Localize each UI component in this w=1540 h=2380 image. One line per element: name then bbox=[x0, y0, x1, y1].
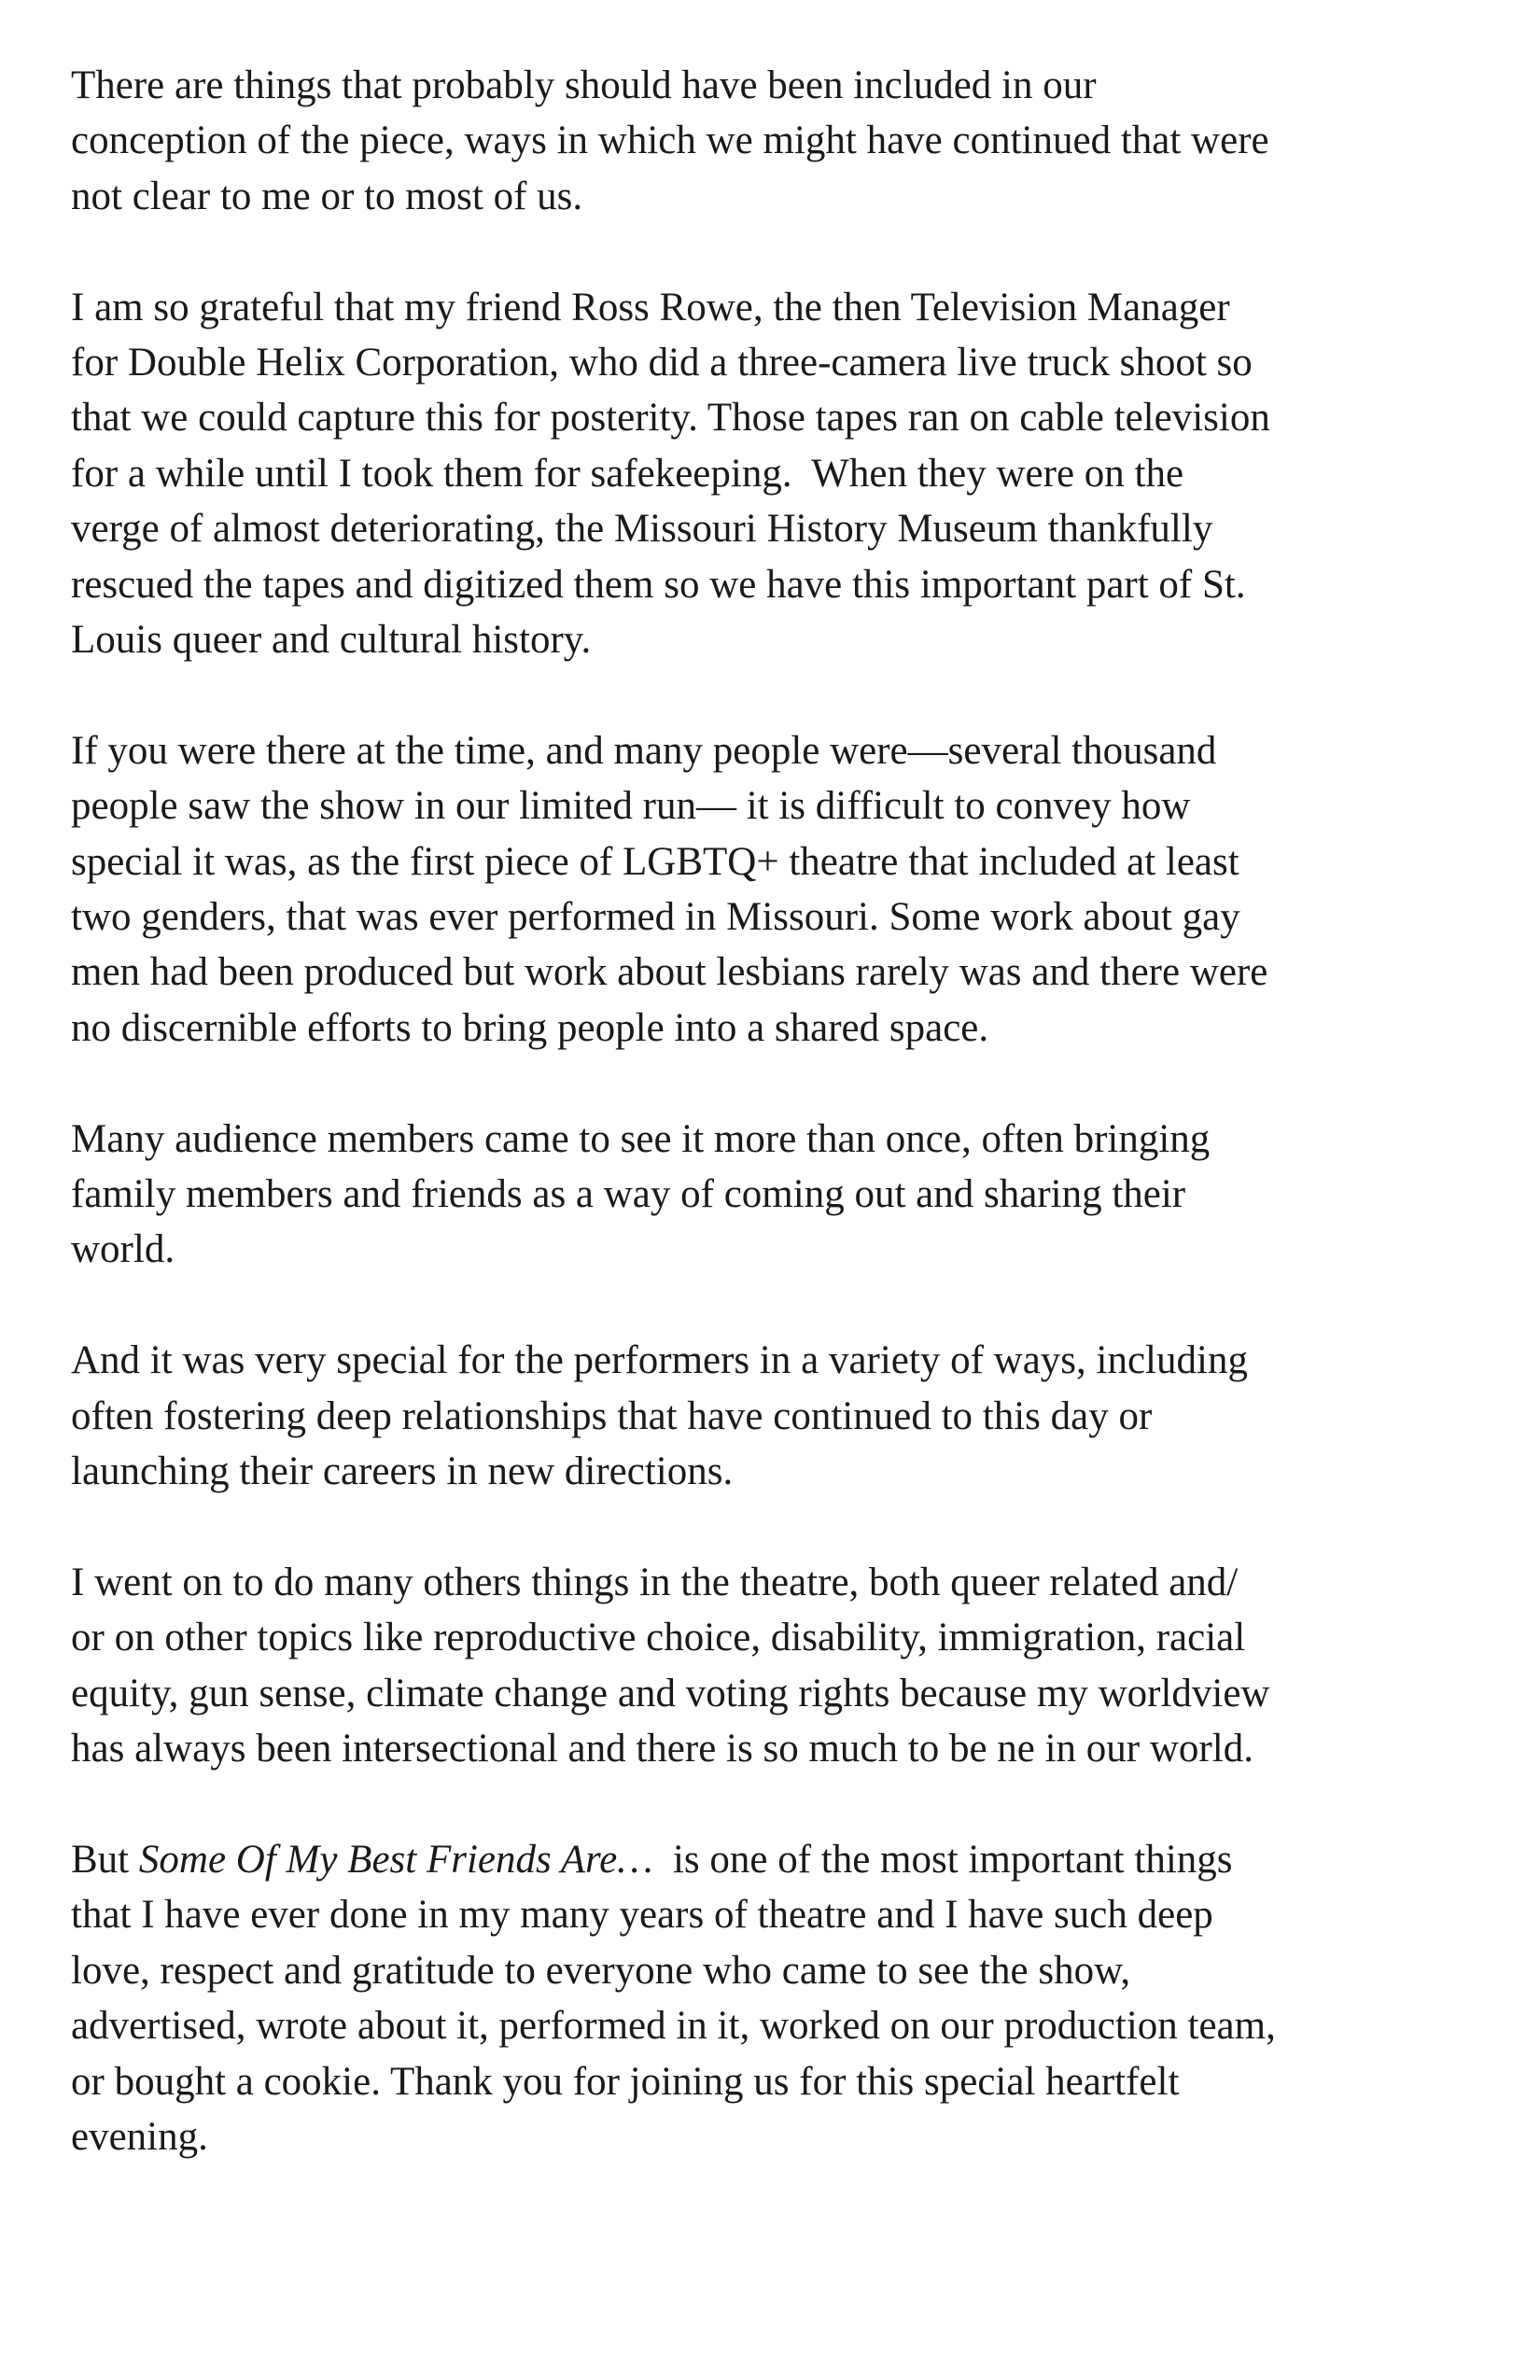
text-line: love, respect and gratitude to everyone who came to see the show, bbox=[71, 1948, 1131, 1993]
text-line: people saw the show in our limited run— it is difficult to convey how bbox=[71, 784, 1191, 829]
text-line: conception of the piece, ways in which we might have continued that were bbox=[71, 119, 1269, 163]
text-line: special it was, as the first piece of LGBTQ+ theatre that included at least bbox=[71, 839, 1239, 884]
text-line: advertised, wrote about it, performed in it, worked on our production team, bbox=[71, 2004, 1276, 2049]
text-line: Many audience members came to see it more than once, often bringing bbox=[71, 1116, 1211, 1161]
text-line: Louis queer and cultural history. bbox=[71, 618, 592, 663]
text-line: family members and friends as a way of coming out and sharing their bbox=[71, 1172, 1186, 1217]
show-title: Some Of My Best Friends Are… bbox=[138, 1837, 653, 1882]
text-line: or bought a cookie. Thank you for joining us for this special heartfelt bbox=[71, 2059, 1180, 2104]
text-line: men had been produced but work about lesbians rarely was and there were bbox=[71, 950, 1268, 995]
text-line: two genders, that was ever performed in Missouri. Some work about gay bbox=[71, 895, 1240, 940]
text-line: often fostering deep relationships that have continued to this day or bbox=[71, 1393, 1153, 1438]
paragraph-7 bbox=[71, 1832, 1490, 2164]
text-line: And it was very special for the performers in a variety of ways, including bbox=[71, 1338, 1248, 1383]
text-line: I went on to do many others things in the theatre, both queer related and/ bbox=[71, 1560, 1239, 1604]
text-line: equity, gun sense, climate change and voting rights because my worldview bbox=[71, 1671, 1270, 1715]
paragraph-5 bbox=[71, 1333, 1490, 1499]
line-prefix: But bbox=[71, 1837, 139, 1882]
text-line: If you were there at the time, and many people were—several thousand bbox=[71, 728, 1217, 773]
paragraph-6 bbox=[71, 1555, 1490, 1777]
text-line: evening. bbox=[71, 2114, 208, 2159]
text-line: There are things that probably should have been included in our bbox=[71, 63, 1097, 107]
text-line: no discernible efforts to bring people into a shared space. bbox=[71, 1005, 989, 1050]
text-line: for Double Helix Corporation, who did a three-camera live truck shoot so bbox=[71, 341, 1253, 385]
text-line: that I have ever done in my many years of theatre and I have such deep bbox=[71, 1893, 1213, 1938]
text-line: verge of almost deteriorating, the Missouri History Museum thankfully bbox=[71, 507, 1213, 552]
text-line: or on other topics like reproductive choice, disability, immigration, racial bbox=[71, 1616, 1246, 1660]
text-line: that we could capture this for posterity. Those tapes ran on cable television bbox=[71, 396, 1270, 441]
text-line: launching their careers in new directions. bbox=[71, 1449, 734, 1494]
paragraph-2 bbox=[71, 280, 1490, 668]
text-line: has always been intersectional and there is so much to be ne in our world. bbox=[71, 1727, 1253, 1771]
text-line-with-title bbox=[71, 1832, 1490, 1887]
line-suffix: is one of the most important things bbox=[652, 1837, 1233, 1882]
paragraph-4 bbox=[71, 1112, 1490, 1278]
text-line: I am so grateful that my friend Ross Rowe, the then Television Manager bbox=[71, 285, 1230, 329]
document-page bbox=[71, 58, 1490, 2220]
text-line: rescued the tapes and digitized them so we have this important part of St. bbox=[71, 562, 1246, 607]
text-line: not clear to me or to most of us. bbox=[71, 174, 583, 218]
paragraph-3 bbox=[71, 723, 1490, 1056]
text-line: world. bbox=[71, 1227, 175, 1272]
paragraph-1 bbox=[71, 58, 1490, 224]
text-line: for a while until I took them for safekeeping. When they were on the bbox=[71, 451, 1184, 496]
